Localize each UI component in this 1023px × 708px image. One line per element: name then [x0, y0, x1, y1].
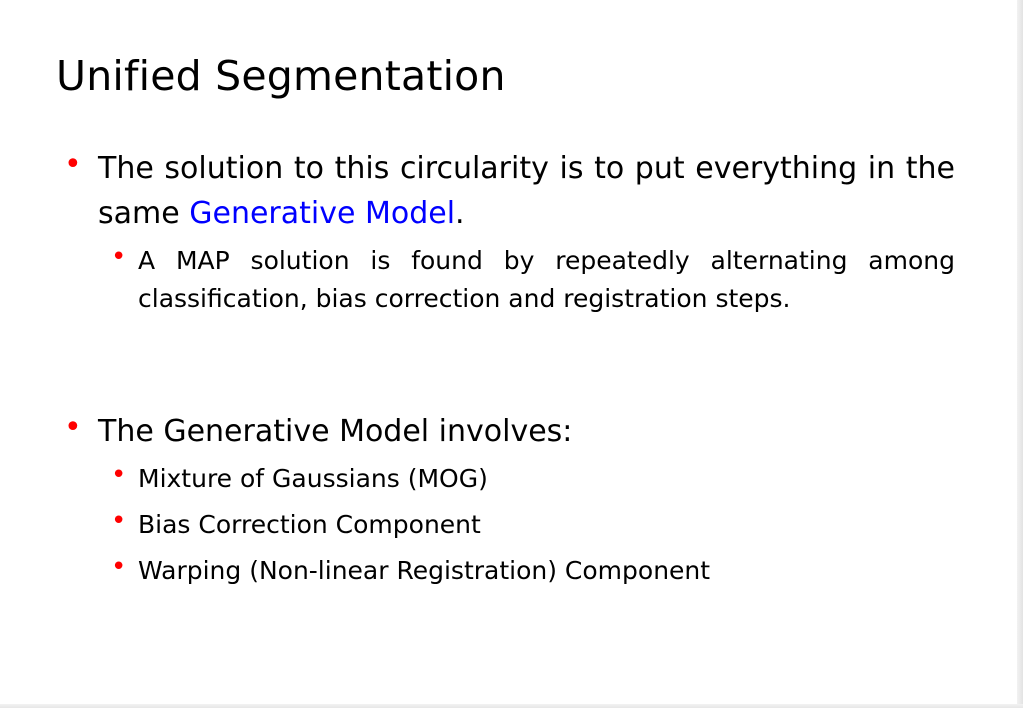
slide-bottom-edge	[0, 704, 1023, 708]
bullet-item-solution	[64, 146, 955, 236]
sub-bullet-bias-correction	[111, 506, 955, 544]
sub-bullet-icon: •	[111, 242, 127, 272]
sub-bullet-text: Warping (Non-linear Registration) Component	[138, 556, 711, 585]
bullet-icon: •	[64, 147, 82, 182]
bullet-text-after: .	[455, 196, 465, 231]
bullet-text-before: The solution to this circularity is to put everything in the same	[98, 151, 955, 231]
sub-bullet-text: Bias Correction Component	[138, 510, 481, 539]
slide-title: Unified Segmentation	[56, 52, 506, 100]
sub-bullet-icon: •	[111, 506, 127, 536]
bullet-text: The Generative Model involves:	[98, 414, 573, 449]
bullet-item-generative-model	[64, 409, 955, 454]
sub-bullet-text: A MAP solution is found by repeatedly alternating among classification, bias correction and registration steps.	[138, 246, 955, 313]
sub-bullet-icon: •	[111, 552, 127, 582]
sub-bullet-text: Mixture of Gaussians (MOG)	[138, 464, 488, 493]
sub-bullet-warping	[111, 552, 955, 590]
slide-right-edge	[1017, 0, 1023, 708]
sub-bullet-icon: •	[111, 460, 127, 490]
bullet-icon: •	[64, 410, 82, 445]
sub-bullet-mog	[111, 460, 955, 498]
generative-model-highlight: Generative Model	[189, 196, 456, 231]
sub-bullet-map-solution	[111, 242, 955, 318]
